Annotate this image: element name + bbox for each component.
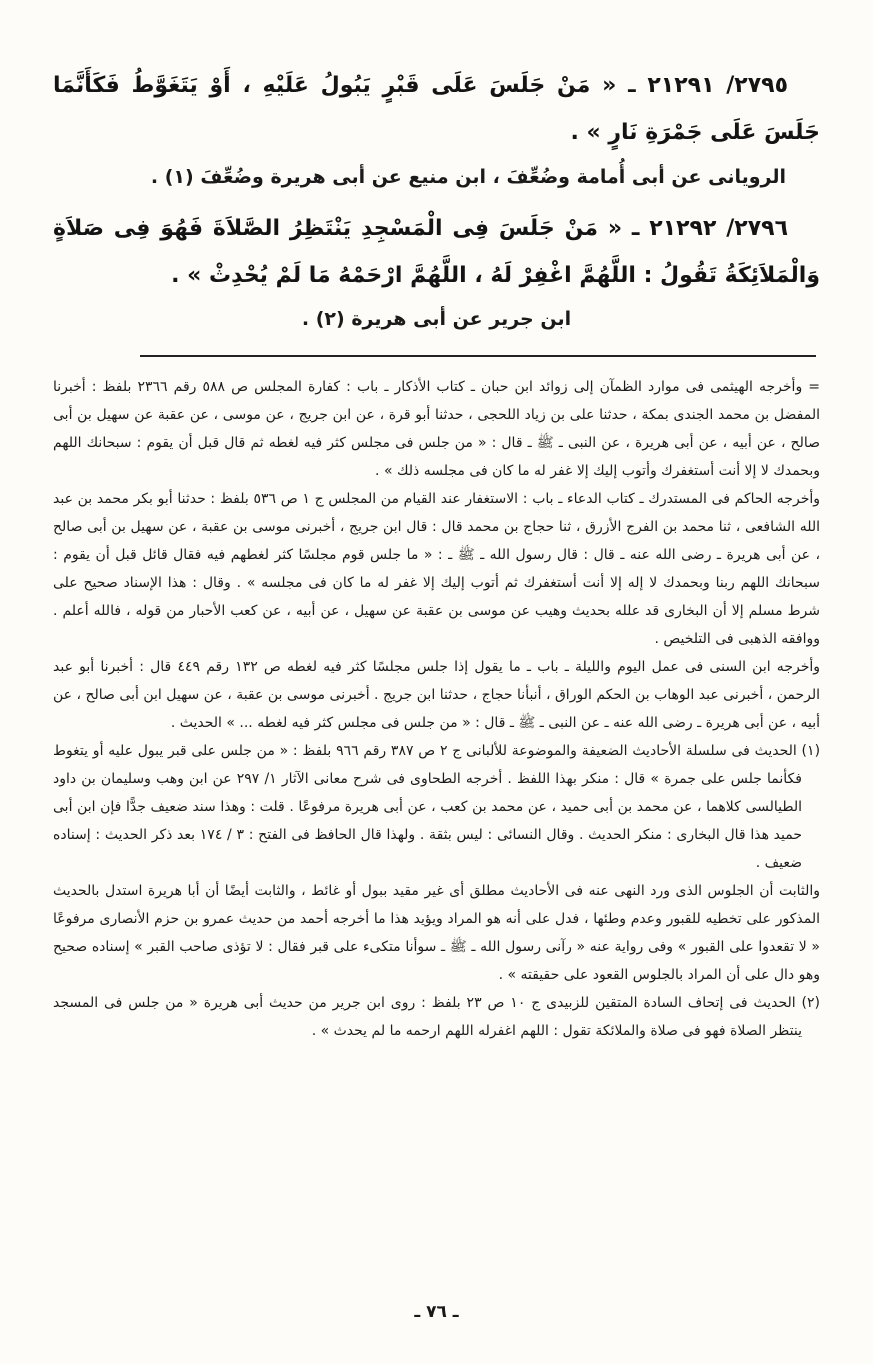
hadith-entry-2 <box>53 205 820 338</box>
hadith-2-number: ٢٧٩٦/ ٢١٢٩٢ ـ <box>631 215 788 241</box>
hadith-2-matn <box>53 205 820 300</box>
footnote-1: (١) الحديث فى سلسلة الأحاديث الضعيفة والموضوعة للألبانى ج ٢ ص ٣٨٧ رقم ٩٦٦ بلفظ : « من جلس على قبر يبول عليه أو يتغوط فكأنما جلس على جمرة » قال : منكر بهذا اللفظ . أخرجه الطحاوى فى شرح معانى الآثار ١/ ٢٩٧ عن ابن وهب وسليمان بن داود الطيالسى كلاهما ، عن محمد بن أبى حميد ، عن محمد بن كعب ، عن أبى هريرة مرفوعًا . قلت : وهذا سند ضعيف جدًّا فإن ابن أبى حميد هذا قال البخارى : منكر الحديث . وقال النسائى : ليس بثقة . ولهذا قال الحافظ فى الفتح : ٣ / ١٧٤ بعد ذكر الحديث : إسناده ضعيف . <box>53 743 821 872</box>
footnote-2: (٢) الحديث فى إتحاف السادة المتقين للزبيدى ج ١٠ ص ٢٣ بلفظ : روى ابن جرير من حديث أبى هريرة « من جلس فى المسجد ينتظر الصلاة فهو فى صلاة والملائكة تقول : اللهم اغفرله اللهم ارحمه ما لم يحدث » . <box>53 995 821 1040</box>
footnote-separator-rule <box>140 355 816 357</box>
hadith-2-source: ابن جرير عن أبى هريرة (٢) . <box>301 308 572 331</box>
footnote-1-continuation: والثابت أن الجلوس الذى ورد النهى عنه فى الأحاديث مطلق أى غير مقيد ببول أو غائط ، والثابت أيضًا أن أبا هريرة استدل بالحديث المذكور على تخطيه للقبور وعدم وطئها ، فدل على أنه هو المراد ويؤيد هذا ما أخرجه أحمد من حديث عمرو بن حزم الأنصارى مرفوعًا « لا تقعدوا على القبور » وفى رواية عنه « رآنى رسول الله ـ ﷺ ـ سوأنا متكىء على قبر فقال : لا تؤذى صاحب القبر » إسناده صحيح وهو دال على أن المراد بالجلوس القعود على حقيقته » . <box>53 883 820 984</box>
hadith-1-source: الرويانى عن أبى أُمامة وضُعِّفَ ، ابن منيع عن أبى هريرة وضُعِّفَ (١) . <box>150 165 786 188</box>
page-number: ـ ٧٦ ـ <box>414 1302 459 1322</box>
footnote-continuation-hakim: وأخرجه الحاكم فى المستدرك ـ كتاب الدعاء ـ باب : الاستغفار عند القيام من المجلس ج ١ ص ٥٣٦ بلفظ : حدثنا أبو بكر محمد بن عبد الله الشافعى ، ثنا محمد بن الفرج الأزرق ، ثنا حجاج بن محمد قال : قال ابن جريج ، أخبرنى موسى بن عقبة ، عن سهيل بن أبى صالح ، عن أبى هريرة ـ رضى الله عنه ـ قال : قال رسول الله ـ ﷺ ـ : « ما جلس قوم مجلسًا كثر لغطهم فيه فقال قائل قبل أن يقوم : سبحانك اللهم ربنا وبحمدك لا إله إلا أنت أستغفرك ثم أتوب إليك إلا غفر له ما كان فى مجلسه » . وقال : هذا الإسناد صحيح على شرط مسلم إلا أن البخارى قد علله بحديث وهيب عن موسى بن عقبة عن سهيل ، عن أبيه ، عن كعب الأحبار من قوله ، فالله أعلم . ووافقه الذهبى فى التلخيص . <box>53 491 820 648</box>
hadith-1-matn <box>53 62 820 157</box>
hadith-2-text: « مَنْ جَلَسَ فِى الْمَسْجِدِ يَنْتَظِرُ الصَّلاَةَ فَهُوَ فِى صَلاَةٍ وَالْمَلاَئِكَةُ تَقُولُ : اللَّهُمَّ اغْفِرْ لَهُ ، اللَّهُمَّ ارْحَمْهُ مَا لَمْ يُحْدِثْ » . <box>53 215 820 288</box>
page-content <box>53 62 820 1045</box>
footnote-continuation-ibn-sunni: وأخرجه ابن السنى فى عمل اليوم والليلة ـ باب ـ ما يقول إذا جلس مجلسًا كثر فيه لغطه ص ١٣٢ رقم ٤٤٩ قال : أخبرنا أبو عبد الرحمن ، أخبرنى عبد الوهاب بن الحكم الوراق ، أنبأنا حجاج ، حدثنا ابن جريج . أخبرنى موسى بن عقبة ، عن سهيل ابن أبى صالح ، عن أبيه ، عن أبى هريرة ـ رضى الله عنه ـ عن النبى ـ ﷺ ـ قال : « من جلس فى مجلس كثر فيه لغطه ... » الحديث . <box>53 659 821 732</box>
hadith-entry-1 <box>53 62 820 195</box>
hadith-1-number: ٢٧٩٥/ ٢١٢٩١ ـ <box>628 73 788 98</box>
hadith-1-text: « مَنْ جَلَسَ عَلَى قَبْرٍ يَبُولُ عَلَيْهِ ، أَوْ يَتَغَوَّطُ فَكَأَنَّمَا جَلَسَ عَلَى جَمْرَةِ نَارٍ » . <box>53 73 820 146</box>
footnotes-section <box>53 373 820 1045</box>
footnote-continuation-haythami: = وأخرجه الهيثمى فى موارد الظمآن إلى زوائد ابن حبان ـ كتاب الأذكار ـ باب : كفارة المجلس ص ٥٨٨ رقم ٢٣٦٦ بلفظ : أخبرنا المفضل بن محمد الجندى بمكة ، حدثنا على بن زياد اللحجى ، حدثنا أبو قرة ، عن ابن جريج ، عن موسى ، عن عقبة عن سهيل بن أبى صالح ، عن أبيه ، عن أبى هريرة ، عن النبى ـ ﷺ ـ قال : « من جلس فى مجلس كثر فيه لغطه ثم قال قبل أن يقوم : سبحانك اللهم وبحمدك لا إلا أنت أستغفرك وأتوب إليك إلا غفر له ما كان فى مجلسه ذلك » . <box>53 379 821 480</box>
